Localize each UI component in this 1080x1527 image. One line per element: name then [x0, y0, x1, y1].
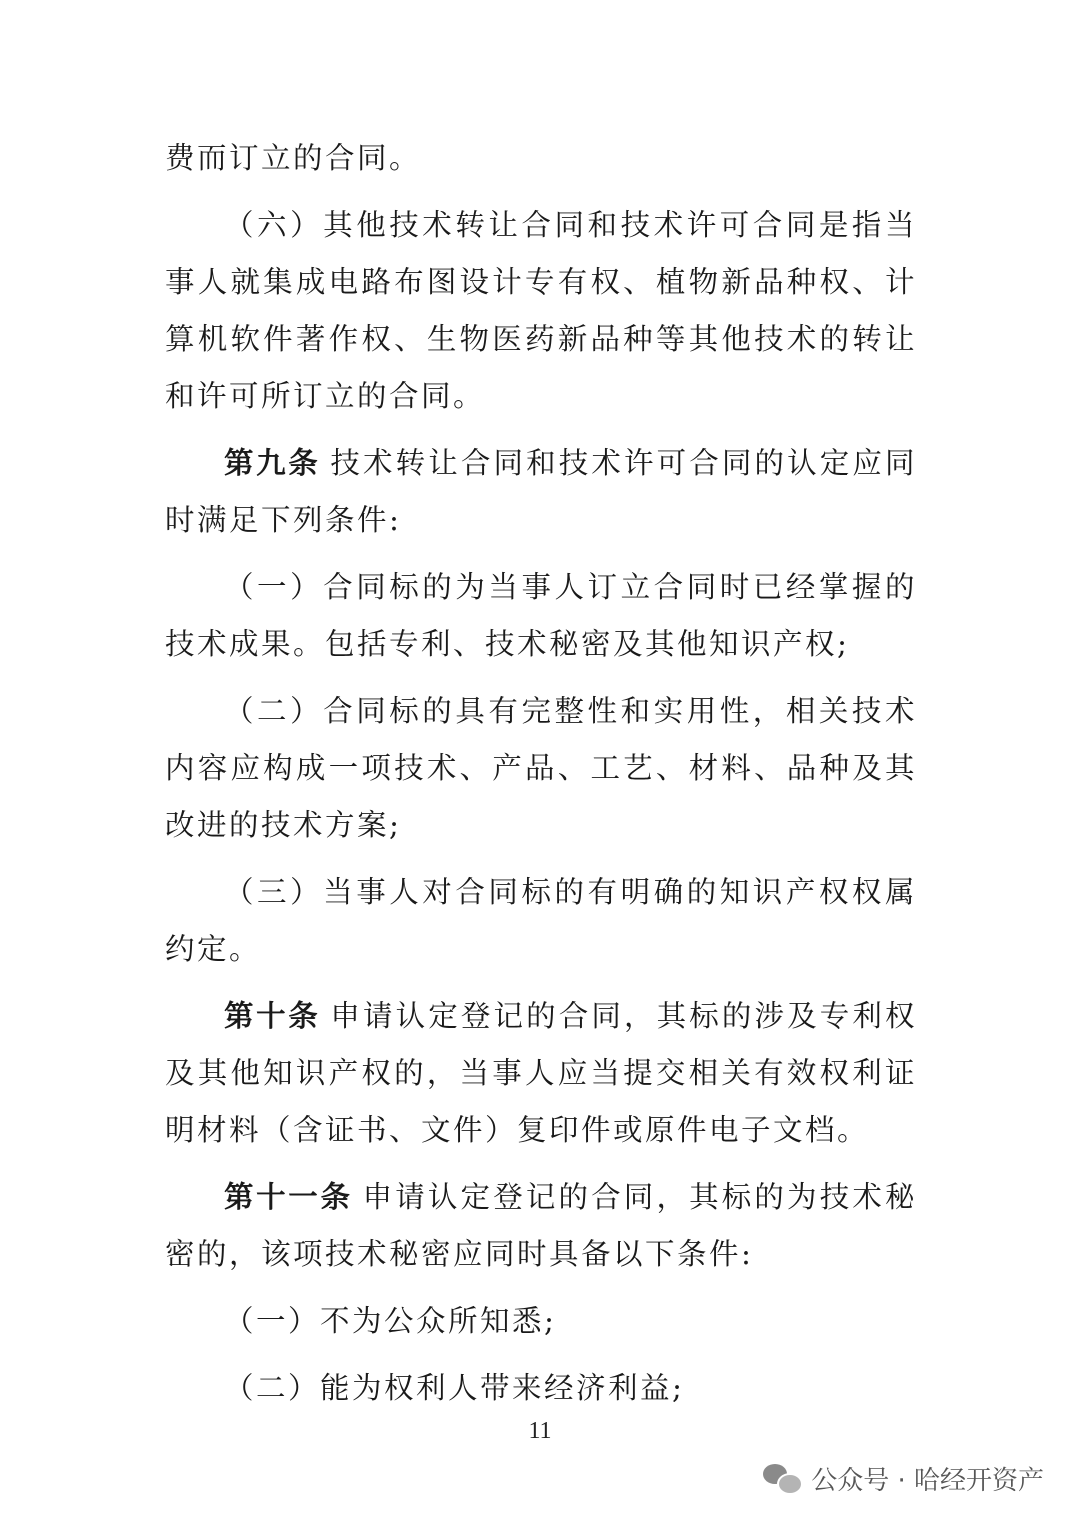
article-9-item-1: [165, 559, 917, 673]
paragraph-text: 申请认定登记的合同，其标的涉及专利权及其他知识产权的，当事人应当提交相关有效权利证明材料（含证书、文件）复印件或原件电子文档。: [165, 999, 917, 1147]
paragraph-text: 技术转让合同和技术许可合同的认定应同时满足下列条件:: [165, 446, 917, 537]
paragraph-text: 费而订立的合同。: [165, 141, 422, 175]
paragraph-continuation: [165, 130, 917, 187]
document-body: [165, 130, 917, 1427]
paragraph-text: （六）其他技术转让合同和技术许可合同是指当事人就集成电路布图设计专有权、植物新品种权、计算机软件著作权、生物医药新品种等其他技术的转让和许可所订立的合同。: [165, 208, 917, 413]
paragraph-text: 申请认定登记的合同，其标的为技术秘密的，该项技术秘密应同时具备以下条件:: [165, 1180, 917, 1271]
paragraph-item-6: [165, 197, 917, 425]
page-number: 11: [528, 1418, 552, 1444]
article-11-item-1: [165, 1293, 917, 1350]
wechat-icon: [763, 1464, 801, 1494]
article-heading: 第九条: [224, 446, 321, 480]
paragraph-text: （一）合同标的为当事人订立合同时已经掌握的技术成果。包括专利、技术秘密及其他知识产权;: [165, 570, 917, 661]
article-11: [165, 1169, 917, 1283]
article-9-item-3: [165, 864, 917, 978]
article-9-item-2: [165, 683, 917, 854]
paragraph-text: （一）不为公众所知悉;: [224, 1304, 557, 1338]
article-9: [165, 435, 917, 549]
watermark-text: 公众号 · 哈经开资产: [811, 1466, 1044, 1496]
article-10: [165, 988, 917, 1159]
article-heading: 第十条: [224, 999, 321, 1033]
paragraph-text: （二）能为权利人带来经济利益;: [224, 1371, 685, 1405]
paragraph-text: （二）合同标的具有完整性和实用性，相关技术内容应构成一项技术、产品、工艺、材料、品种及其改进的技术方案;: [165, 694, 917, 842]
wechat-watermark: [763, 1460, 1044, 1497]
article-11-item-2: [165, 1360, 917, 1417]
paragraph-text: （三）当事人对合同标的有明确的知识产权权属约定。: [165, 875, 917, 966]
article-heading: 第十一条: [224, 1180, 353, 1214]
